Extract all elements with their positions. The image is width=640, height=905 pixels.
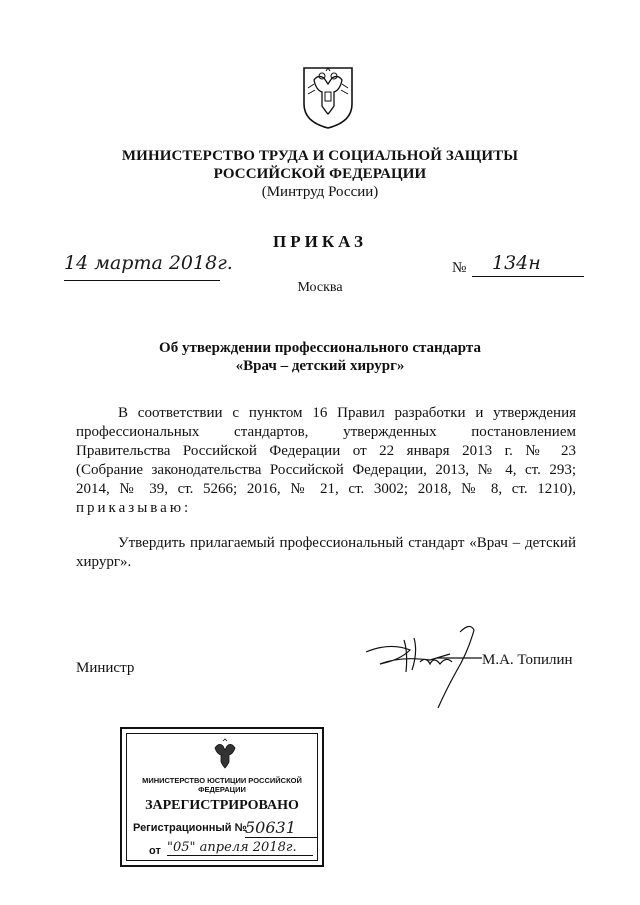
subject-line2: «Врач – детский хирург» — [235, 358, 405, 374]
body-line: Правительства Российской Федерации от 22 января 2013 г. № 23 — [76, 443, 576, 459]
stamp-date-prefix: от — [149, 845, 161, 857]
signer-name: М.А. Топилин — [482, 652, 573, 668]
document-title: ПРИКАЗ — [273, 232, 367, 251]
stamp-ministry: МИНИСТЕРСТВО ЮСТИЦИИ РОССИЙСКОЙ ФЕДЕРАЦИИ — [142, 776, 302, 794]
order-number-label: № — [452, 260, 467, 276]
ministry-short-name: (Минтруд России) — [261, 184, 379, 200]
handwritten-signature — [360, 612, 500, 712]
body-line: Утвердить прилагаемый профессиональный стандарт «Врач – детский — [118, 535, 576, 551]
body-line: профессиональных стандартов, утвержденных постановлением — [76, 424, 576, 440]
body-line: В соответствии с пунктом 16 Правил разработки и утверждения — [118, 405, 576, 421]
city: Москва — [297, 280, 343, 295]
signer-position: Министр — [76, 660, 135, 676]
stamp-emblem-icon — [211, 738, 239, 770]
ministry-name-line1: МИНИСТЕРСТВО ТРУДА И СОЦИАЛЬНОЙ ЗАЩИТЫ — [121, 148, 519, 164]
registration-stamp — [120, 727, 324, 867]
body-line: 2014, № 39, ст. 5266; 2016, № 21, ст. 3002; 2018, № 8, ст. 1210), — [76, 481, 576, 497]
order-number: 134н — [492, 252, 541, 274]
coat-of-arms-icon — [300, 62, 356, 130]
stamp-date: "05" апреля 2018г. — [167, 840, 313, 856]
stamp-reg-label: Регистрационный № — [133, 822, 247, 834]
ministry-name-line2: РОССИЙСКОЙ ФЕДЕРАЦИИ — [213, 166, 427, 182]
body-line: хирург». — [76, 554, 132, 570]
subject-line1: Об утверждении профессионального стандарта — [159, 340, 481, 356]
stamp-reg-number: 50631 — [245, 818, 317, 838]
stamp-status: ЗАРЕГИСТРИРОВАНО — [145, 798, 299, 813]
body-line-order: приказываю: — [76, 500, 192, 516]
stamp-inner-border — [126, 733, 318, 861]
body-line: (Собрание законодательства Российской Федерации, 2013, № 4, ст. 293; — [76, 462, 576, 478]
order-date: 14 марта 2018г. — [64, 252, 233, 274]
